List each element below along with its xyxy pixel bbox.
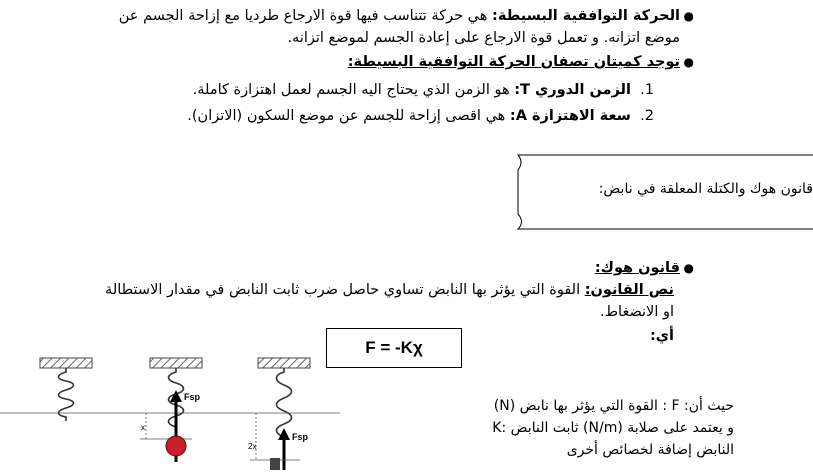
displacement-x-label: x bbox=[141, 423, 145, 432]
item-number: 2. bbox=[640, 108, 654, 124]
ceiling-2 bbox=[150, 358, 202, 368]
ceiling-1 bbox=[40, 358, 92, 368]
ceiling-3 bbox=[258, 358, 310, 368]
quantity-item-1 bbox=[193, 80, 654, 100]
bullet-shm: ● bbox=[683, 9, 694, 23]
bullet-quantities: ● bbox=[683, 55, 694, 69]
force-label-2: Fsp bbox=[292, 432, 309, 442]
item-number: 1. bbox=[640, 82, 654, 98]
bullet-hooke: ● bbox=[683, 261, 694, 275]
hanging-block bbox=[270, 458, 280, 470]
item-text: هي اقصى إزاحة للجسم عن موضع السكون (الاتزان). bbox=[187, 108, 510, 124]
displacement-2x-label: 2x bbox=[248, 442, 257, 451]
quantity-item-2 bbox=[187, 106, 654, 126]
force-label-1: Fsp bbox=[184, 392, 201, 402]
hanging-mass bbox=[166, 436, 186, 456]
item-text: هو الزمن الذي يحتاج اليه الجسم لعمل اهتزازة كاملة. bbox=[192, 82, 515, 98]
banner-title: قانون هوك والكتلة المعلقة في نابض: bbox=[598, 181, 813, 197]
shm-term: الحركة التوافقية البسيطة: bbox=[492, 8, 680, 24]
hooke-law-line2: او الانضغاط. bbox=[600, 304, 674, 320]
k-line2: النابض إضافة لخصائص أخرى bbox=[566, 442, 734, 458]
item-term: سعة الاهتزازة A: bbox=[509, 108, 631, 124]
quantities-heading: توجد كميتان تصفان الحركة التوافقية البسيطة: bbox=[347, 54, 680, 70]
ie-label: أي: bbox=[649, 328, 674, 344]
shm-definition-line2: موضع اتزانه. و تعمل قوة الارجاع على إعادة الجسم لموضع اتزانه. bbox=[287, 30, 680, 46]
law-label: نص القانون: bbox=[584, 282, 674, 298]
hooke-heading: قانون هوك: bbox=[594, 260, 680, 276]
item-term: الزمن الدوري T: bbox=[514, 82, 631, 98]
hooke-law-line1 bbox=[105, 280, 674, 300]
shm-text: هي حركة تتناسب فيها قوة الارجاع طرديا مع إزاحة الجسم عن bbox=[118, 8, 493, 24]
hooke-formula: F = -Kχ bbox=[326, 328, 462, 368]
law-text: القوة التي يؤثر بها النابض تساوي حاصل ضرب ثابت النابض في مقدار الاستطالة bbox=[105, 282, 585, 298]
where-line: حيث أن: F : القوة التي يؤثر بها نابض (N) bbox=[493, 398, 734, 414]
hooke-banner bbox=[513, 154, 813, 230]
spring-diagram bbox=[0, 350, 340, 470]
shm-definition-line1 bbox=[119, 6, 680, 26]
displacement-x-marker bbox=[140, 413, 192, 439]
k-line1: K: ثابت النابض (N/m) و يعتمد على صلابة bbox=[492, 420, 734, 436]
